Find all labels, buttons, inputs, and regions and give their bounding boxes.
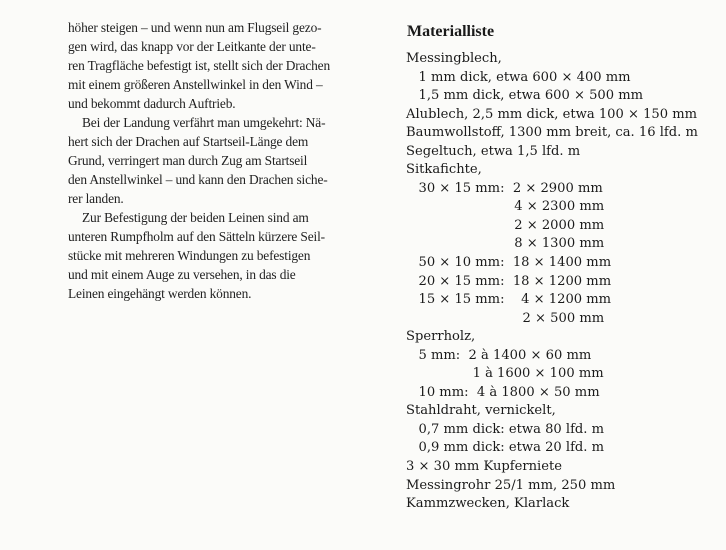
material-line: Sitkafichte, xyxy=(406,162,482,178)
material-line: 1,5 mm dick, etwa 600 × 500 mm xyxy=(406,88,644,104)
material-line: 1 à 1600 × 100 mm xyxy=(406,366,604,382)
material-line: 0,9 mm dick: etwa 20 lfd. m xyxy=(406,440,605,456)
paragraph-landing: Bei der Landung verfährt man umgekehrt: Nä- hert sich der Drachen auf Startseil-Länge dem Grund, verringert man durch Zug am Startseil den Anstellwinkel – und kann den Drachen siche- rer landen. xyxy=(68,115,328,206)
material-line: Sperrholz, xyxy=(406,329,476,345)
material-list xyxy=(406,22,718,514)
material-line: 10 mm: 4 à 1800 × 50 mm xyxy=(406,384,600,400)
material-line: Segeltuch, etwa 1,5 lfd. m xyxy=(406,143,581,159)
material-line: 1 mm dick, etwa 600 × 400 mm xyxy=(406,69,631,85)
material-line: 20 × 15 mm: 18 × 1200 mm xyxy=(406,273,612,289)
material-list-heading: Materialliste xyxy=(407,23,495,40)
material-line: 8 × 1300 mm xyxy=(406,236,605,252)
material-line: Messingrohr 25/1 mm, 250 mm xyxy=(406,477,616,493)
body-text-column xyxy=(68,18,390,303)
material-line: 2 × 500 mm xyxy=(406,310,605,326)
material-line: 0,7 mm dick: etwa 80 lfd. m xyxy=(406,421,605,437)
paragraph-attachment: Zur Befestigung der beiden Leinen sind am unteren Rumpfholm auf den Sätteln kürzere Seil- stücke mit mehreren Windungen zu befestigen und mit einem Auge zu versehen, in das die Leinen eingehängt werden können. xyxy=(68,210,325,301)
material-line: 2 × 2000 mm xyxy=(406,217,605,233)
material-line: Messingblech, xyxy=(406,51,502,66)
material-line: 15 × 15 mm: 4 × 1200 mm xyxy=(406,292,612,308)
material-line: Kammzwecken, Klarlack xyxy=(406,496,570,512)
material-line: Stahldraht, vernickelt, xyxy=(406,403,556,419)
material-line: 3 × 30 mm Kupferniete xyxy=(406,459,562,475)
material-line: 30 × 15 mm: 2 × 2900 mm xyxy=(406,180,603,196)
material-line: Baumwollstoff, 1300 mm breit, ca. 16 lfd. m xyxy=(406,125,698,141)
material-line: Alublech, 2,5 mm dick, etwa 100 × 150 mm xyxy=(406,106,698,122)
material-line: 4 × 2300 mm xyxy=(406,199,605,215)
material-line: 50 × 10 mm: 18 × 1400 mm xyxy=(406,255,612,271)
paragraph-lift: höher steigen – und wenn nun am Flugseil gezo- gen wird, das knapp vor der Leitkante der unte- ren Tragfläche befestigt ist, stellt sich der Drachen mit einem größeren Anstellwinkel in den Wind – und bekommt dadurch Auftrieb. xyxy=(68,20,331,111)
material-line: 5 mm: 2 à 1400 × 60 mm xyxy=(406,347,592,363)
